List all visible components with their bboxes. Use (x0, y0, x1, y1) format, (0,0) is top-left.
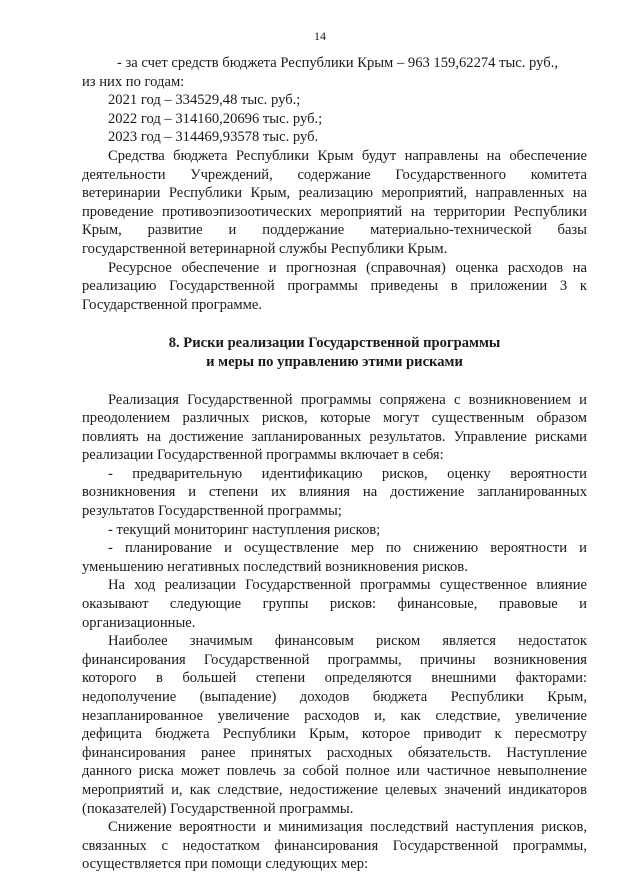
paragraph-line: реализации Государственной программы включает в себя: (82, 447, 444, 464)
paragraph-line: результатов Государственной программы; (82, 503, 342, 520)
document-body (82, 54, 587, 874)
paragraph-line: реализацию Государственной программы приведены в приложении 3 к (82, 278, 587, 295)
paragraph-line: недополучение (выпадение) доходов бюджета Республики Крым, (82, 689, 587, 705)
list-item (82, 465, 587, 521)
paragraph-groups (82, 576, 587, 632)
section-title-line2: и меры по управлению этими рисками (206, 353, 463, 370)
paragraph-line: (показателей) Государственной программы. (82, 800, 354, 817)
paragraph-line: Наиболее значимым финансовым риском является недостаток (108, 633, 587, 650)
budget-years-intro: из них по годам: (82, 73, 185, 90)
budget-total-line: - за счет средств бюджета Республики Крым – 963 159,62274 тыс. руб., (117, 55, 558, 71)
budget-block (82, 54, 587, 147)
paragraph-line: - планирование и осуществление мер по снижению вероятности и (108, 540, 587, 557)
paragraph-line: осуществляется при помощи следующих мер: (82, 856, 369, 873)
paragraph-reduce (82, 818, 587, 874)
paragraph-line: повлиять на достижение запланированных результатов. Управление рисками (82, 428, 587, 445)
budget-2023: 2023 год – 314469,93578 тыс. руб. (108, 129, 319, 146)
page-number: 14 (314, 29, 326, 43)
paragraph-line: Государственной программе. (82, 296, 262, 313)
section-number: 8 (168, 335, 176, 352)
list-item (82, 521, 587, 540)
paragraph-line: проведение противоэпизоотических мероприятий на территории Республики (82, 203, 587, 220)
paragraph-line: незапланированное увеличение расходов и, как следствие, увеличение (82, 707, 587, 724)
paragraph-line: мероприятий и, как следствие, недостижение целевых значений индикаторов (82, 781, 587, 798)
paragraph-line: данного риска может повлечь за собой полное или частичное невыполнение (82, 763, 587, 780)
budget-2021: 2021 год – 334529,48 тыс. руб.; (108, 92, 301, 109)
section-title-line1: 8. Риски реализации Государственной программы (168, 335, 501, 352)
paragraph-line: - текущий мониторинг наступления рисков; (108, 521, 381, 538)
paragraph-line: Средства бюджета Республики Крым будут направлены на обеспечение (108, 147, 587, 164)
paragraph-financial (82, 632, 587, 818)
paragraph-line: дефицита бюджета Республики Крым, которое приводит к пересмотру (82, 726, 587, 743)
budget-2022: 2022 год – 314160,20696 тыс. руб.; (108, 110, 323, 127)
paragraph-line: связанных с недостатком финансирования Государственной программы, (82, 837, 587, 854)
paragraph-line: возникновения и степени их влияния на достижение запланированных (82, 484, 587, 501)
list-item (82, 539, 587, 576)
paragraph-line: организационные. (82, 614, 196, 631)
paragraph-line: Снижение вероятности и минимизация последствий наступления рисков, (108, 819, 587, 836)
paragraph-funds (82, 147, 587, 259)
paragraph-line: преодолением различных рисков, которые могут существенным образом (82, 410, 587, 427)
paragraph-line: Реализация Государственной программы сопряжена с возникновением и (108, 391, 587, 408)
paragraph-line: уменьшению негативных последствий возникновения рисков. (82, 558, 468, 575)
paragraph-line: ветеринарии Республики Крым, реализацию мероприятий, направленных на (82, 185, 587, 202)
paragraph-resources (82, 259, 587, 315)
paragraph-line: Крым, развитие и поддержание материально-технической базы (82, 222, 587, 239)
paragraph-line: деятельности Учреждений, содержание Государственного комитета (82, 166, 587, 183)
paragraph-line: финансирования Государственной программы, причины возникновения (82, 651, 587, 668)
paragraph-line: финансирования ранее принятых расходных обязательств. Наступление (82, 744, 587, 761)
paragraph-intro (82, 391, 587, 465)
paragraph-line: Ресурсное обеспечение и прогнозная (справочная) оценка расходов на (108, 259, 587, 276)
section-heading (82, 334, 587, 371)
paragraph-line: На ход реализации Государственной программы существенное влияние (108, 577, 587, 594)
paragraph-line: - предварительную идентификацию рисков, оценку вероятности (108, 465, 587, 482)
paragraph-line: которого в большей степени определяются внешними факторами: (82, 670, 587, 687)
paragraph-line: оказывают следующие группы рисков: финансовые, правовые и (82, 596, 587, 613)
paragraph-line: государственной ветеринарной службы Республики Крым. (82, 240, 448, 257)
